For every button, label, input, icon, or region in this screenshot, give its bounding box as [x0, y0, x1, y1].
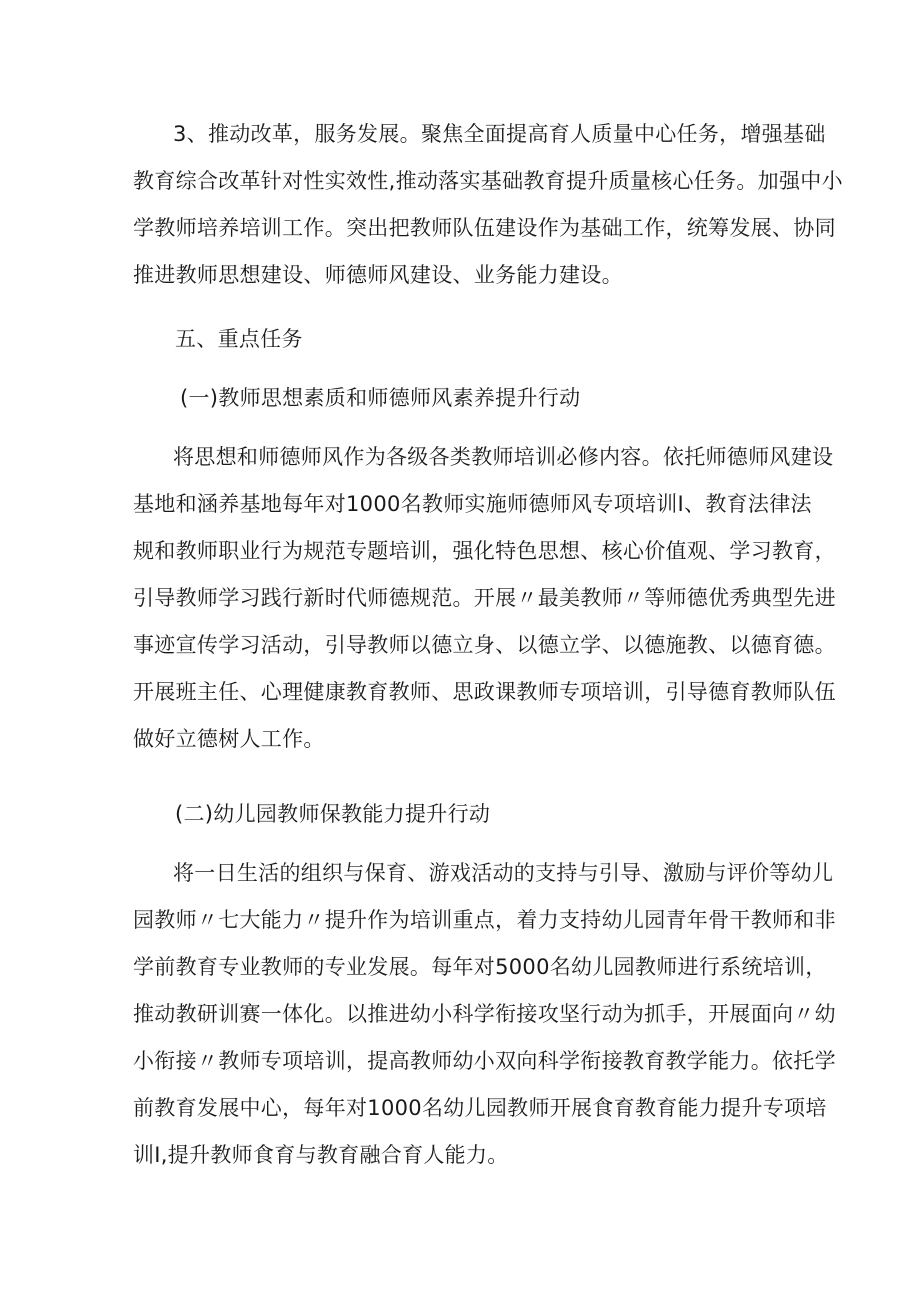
- text-line: 教育综合改革针对性实效性,推动落实基础教育提升质量核心任务。加强中小: [133, 169, 843, 193]
- text-line: 做好立德树人工作。: [133, 727, 325, 751]
- paragraph-kindergarten-training: [133, 850, 836, 1179]
- text-line: 事迹宣传学习活动，引导教师以德立身、以德立学、以德施教、以德育德。: [133, 633, 836, 657]
- text-line: 学前教育专业教师的专业发展。每年对5000名幼儿园教师进行系统培训，: [133, 955, 827, 979]
- text-line: 基地和涵养基地每年对1000名教师实施师德师风专项培训I、教育法律法: [133, 492, 812, 516]
- text-line: 规和教师职业行为规范专题培训，强化特色思想、核心价值观、学习教育，: [133, 539, 836, 563]
- text-line: 引导教师学习践行新时代师德规范。开展〃最美教师〃等师德优秀典型先进: [133, 586, 836, 610]
- text-line: 园教师〃七大能力〃提升作为培训重点，着力支持幼儿园青年骨干教师和非: [133, 908, 836, 932]
- text-line: 将一日生活的组织与保育、游戏活动的支持与引导、激励与评价等幼儿: [173, 861, 834, 885]
- text-line: 推动教研训赛一体化。以推进幼小科学衔接攻坚行动为抓手，开展面向〃幼: [133, 1002, 836, 1026]
- text-line: 开展班主任、心理健康教育教师、思政课教师专项培训，引导德育教师队伍: [133, 680, 836, 704]
- subsection-heading-ethics: (一)教师思想素质和师德师风素养提升行动: [180, 386, 581, 410]
- text-line: 前教育发展中心，每年对1000名幼儿园教师开展食育教育能力提升专项培: [133, 1096, 827, 1120]
- paragraph-reform-service: [133, 111, 843, 299]
- text-line: 训I,提升教师食育与教育融合育人能力。: [133, 1143, 509, 1167]
- paragraph-ethics-training: [133, 434, 836, 763]
- text-line: 学教师培养培训工作。突出把教师队伍建设作为基础工作，统筹发展、协同: [133, 216, 836, 240]
- text-line: 推进教师思想建设、师德师风建设、业务能力建设。: [133, 263, 623, 287]
- text-line: 3、推动改革，服务发展。聚焦全面提高育人质量中心任务，增强基础: [173, 122, 826, 146]
- text-line: 小衔接〃教师专项培训，提高教师幼小双向科学衔接教育教学能力。依托学: [133, 1049, 836, 1073]
- text-line: 将思想和师德师风作为各级各类教师培训必修内容。依托师德师风建设: [173, 445, 834, 469]
- subsection-heading-kindergarten: (二)幼儿园教师保教能力提升行动: [175, 802, 491, 826]
- section-heading-key-tasks: 五、重点任务: [175, 327, 303, 351]
